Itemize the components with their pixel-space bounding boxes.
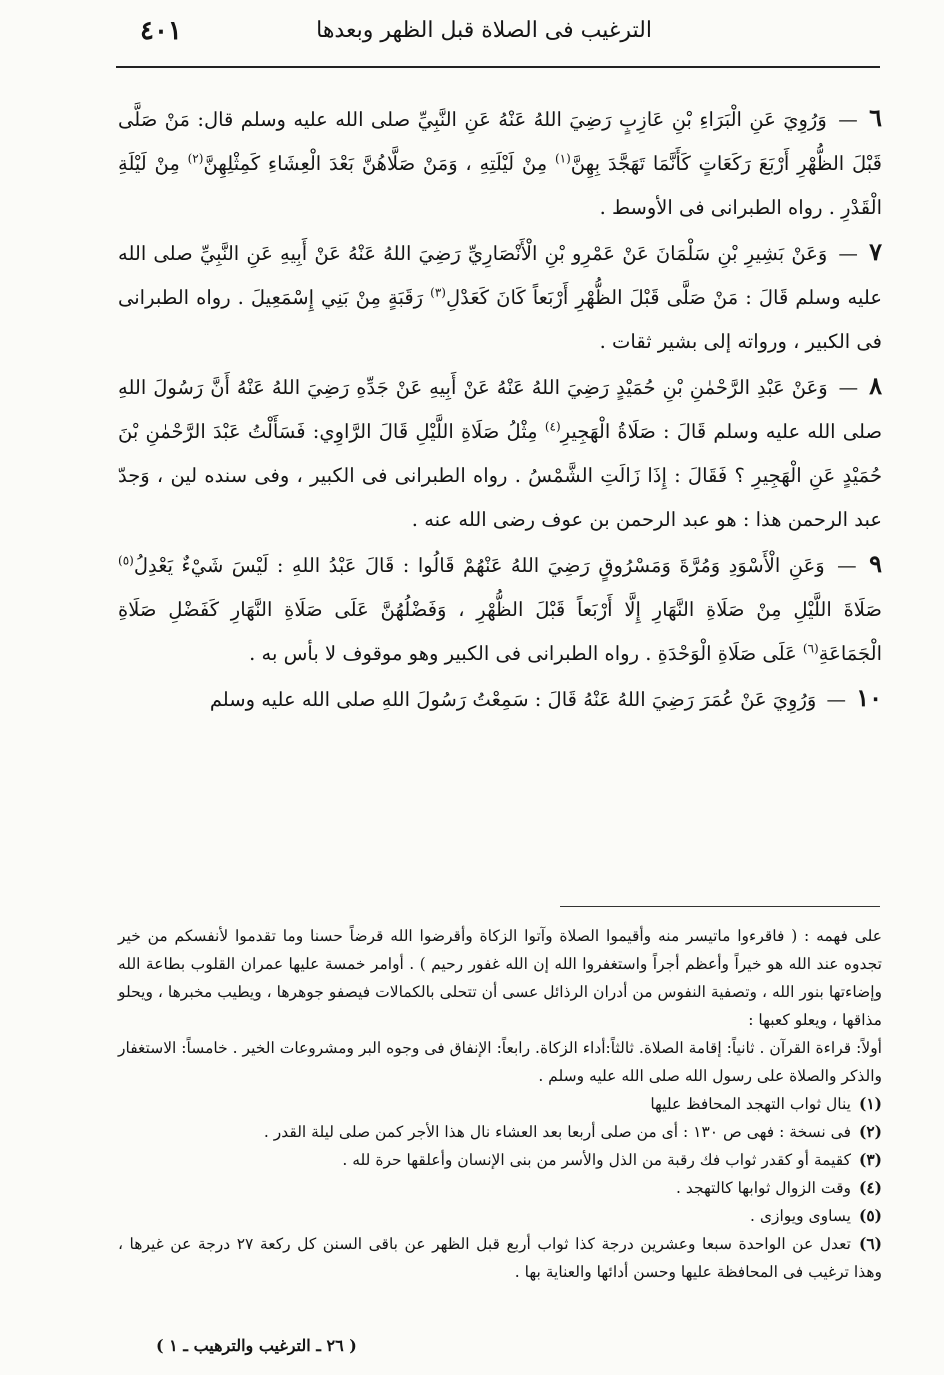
footnote-item — [118, 1230, 882, 1286]
hadith-text: وَعَنْ بَشِيرِ بْنِ سَلْمَانَ عَنْ عَمْرِو بْنِ الْأَنْصَارِيِّ رَضِيَ اللهُ عَنْهُ عَنْ أَبِيهِ عَنِ النَّبِيِّ صلى الله عليه وسلم قَالَ : مَنْ صَلَّى قَبْلَ الظُّهْرِ أَرْبَعاً كَانَ كَعَدْلِ — [118, 242, 882, 309]
footnote-marker: (١) — [554, 151, 571, 166]
footnote-marker: (٢) — [187, 151, 204, 166]
footnote-duties: أولاً: قراءة القرآن . ثانياً: إقامة الصلاة. ثالثاً:أداء الزكاة. رابعاً: الإنفاق فى وجوه البر ومشروعات الخير . خامساً: الاستغفار والذكر والصلاة على رسول الله صلى الله عليه وسلم . — [118, 1039, 882, 1085]
footnote-item — [118, 1174, 882, 1202]
footnote-marker: (٣) — [430, 285, 446, 300]
footnote-text: يساوى ويوازى . — [749, 1207, 851, 1225]
footnote-item — [118, 1118, 882, 1146]
hadith-text: مِنْ لَيْلَتِهِ ، وَمَنْ صَلَّاهُنَّ بَعْدَ الْعِشَاءِ كَمِثْلِهِنَّ — [203, 152, 548, 175]
main-text — [118, 96, 882, 722]
hadith-7: ٧ — وَعَنْ بَشِيرِ بْنِ سَلْمَانَ عَنْ عَمْرِو بْنِ الْأَنْصَارِيِّ رَضِيَ اللهُ عَنْهُ عَنْ أَبِيهِ عَنِ النَّبِيِّ صلى الله عليه وسلم قَالَ : مَنْ صَلَّى قَبْلَ الظُّهْرِ أَرْبَعاً كَانَ كَعَدْلِ$^{(٣)}$ رَقَبَةٍ مِنْ بَنِي إِسْمَعِيلَ . رواه الطبرانى فى الكبير ، ورواته إلى بشير ثقات . — [118, 237, 882, 353]
running-title: الترغيب فى الصلاة قبل الظهر وبعدها — [316, 18, 652, 43]
footnote-number: (١) — [858, 1094, 882, 1113]
footnote-text: تعدل عن الواحدة سبعا وعشرين درجة كذا ثواب أربع قبل الظهر عن باقى السنن كل ركعة ٢٧ درجة عن غيرها ، وهذا ترغيب فى المحافظة عليها وحسن أدائها والعناية بها . — [118, 1235, 882, 1281]
hadith-number: ٩ — [869, 549, 882, 578]
hadith-text: مِثْلُ صَلَاةِ اللَّيْلِ قَالَ الرَّاوِي: فَسَأَلْتُ عَبْدَ الرَّحْمٰنِ بْنَ حُمَيْدٍ عَنِ الْهَجِيرِ ؟ فَقَالَ : إِذَا زَالَتِ الشَّمْسُ . رواه الطبرانى فى الكبير ، وفى سنده لين ، وَجدّ عبد الرحمن هذا : هو عبد الرحمن بن عوف رضى الله عنه . — [118, 420, 882, 531]
hadith-text: رَقَبَةٍ مِنْ بَنِي إِسْمَعِيلَ . رواه الطبرانى فى الكبير ، ورواته إلى بشير ثقات . — [118, 286, 882, 353]
hadith-text: صَلَاةَ اللَّيْلِ مِنْ صَلَاةِ النَّهَارِ إِلَّا أَرْبَعاً قَبْلَ الظُّهْرِ ، وَفَضْلُهُنَّ عَلَى صَلَاةِ النَّهَارِ كَفَضْلِ صَلَاةِ الْجَمَاعَةِ — [118, 598, 882, 665]
hadith-text: مِنْ لَيْلَةِ الْقَدْرِ . رواه الطبرانى فى الأوسط . — [118, 152, 882, 219]
hadith-text: عَلَى صَلَاةِ الْوَحْدَةِ . رواه الطبرانى فى الكبير وهو موقوف لا بأس به . — [249, 642, 797, 665]
footnote-item — [118, 1146, 882, 1174]
footnote-number: (٣) — [858, 1150, 882, 1169]
hadith-10: ١٠ — وَرُوِيَ عَنْ عُمَرَ رَضِيَ اللهُ عَنْهُ قَالَ : سَمِعْتُ رَسُولَ اللهِ صلى الله عليه وسلم — [209, 683, 882, 712]
hadith-text: وَعَنِ الْأَسْوَدِ وَمُرَّةَ وَمَسْرُوقٍ رَضِيَ اللهُ عَنْهُمْ قَالُوا : قَالَ عَبْدُ اللهِ : لَيْسَ شَيْءٌ يَعْدِلُ — [133, 554, 825, 577]
signature-mark: ( ٢٦ ـ الترغيب والترهيب ـ ١ ) — [156, 1336, 357, 1355]
footnote-item — [118, 1090, 882, 1118]
footnotes — [118, 922, 882, 1286]
hadith-number: ٦ — [869, 103, 882, 132]
hadith-number: ٨ — [869, 371, 882, 400]
hadith-text: وَرُوِيَ عَنْ عُمَرَ رَضِيَ اللهُ عَنْهُ قَالَ : سَمِعْتُ رَسُولَ اللهِ صلى الله عليه وسلم — [209, 688, 817, 711]
hadith-text: وَعَنْ عَبْدِ الرَّحْمٰنِ بْنِ حُمَيْدٍ رَضِيَ اللهُ عَنْهُ عَنْ أَبِيهِ عَنْ جَدِّهِ رَضِيَ اللهُ عَنْهُ أَنَّ رَسُولَ اللهِ صلى الله عليه وسلم قَالَ : صَلَاةُ الْهَجِيرِ — [118, 376, 883, 443]
hadith-number: ٧ — [869, 237, 882, 266]
footnote-marker: (٥) — [118, 553, 134, 568]
hadith-text: وَرُوِيَ عَنِ الْبَرَاءِ بْنِ عَازِبٍ رَضِيَ اللهُ عَنْهُ عَنِ النَّبِيِّ صلى الله عليه وسلم قال: مَنْ صَلَّى قَبْلَ الظُّهْرِ أَرْبَعَ رَكَعَاتٍ كَأَنَّمَا تَهَجَّدَ بِهِنَّ — [118, 108, 882, 175]
footnote-number: (٥) — [858, 1206, 882, 1225]
footnote-text: فى نسخة : فهى ص ١٣٠ : أى من صلى أربعا بعد العشاء نال هذا الأجر كمن صلى ليلة القدر . — [263, 1123, 851, 1141]
footnote-rule — [560, 906, 880, 907]
page-number: ٤٠١ — [140, 16, 182, 46]
footnote-text: وقت الزوال ثوابها كالتهجد . — [676, 1179, 851, 1197]
hadith-8: ٨ — وَعَنْ عَبْدِ الرَّحْمٰنِ بْنِ حُمَيْدٍ رَضِيَ اللهُ عَنْهُ عَنْ أَبِيهِ عَنْ جَدِّهِ رَضِيَ اللهُ عَنْهُ أَنَّ رَسُولَ اللهِ صلى الله عليه وسلم قَالَ : صَلَاةُ الْهَجِيرِ$^{(٤)}$ مِثْلُ صَلَاةِ اللَّيْلِ قَالَ الرَّاوِي: فَسَأَلْتُ عَبْدَ الرَّحْمٰنِ بْنَ حُمَيْدٍ عَنِ الْهَجِيرِ ؟ فَقَالَ : إِذَا زَالَتِ الشَّمْسُ . رواه الطبرانى فى الكبير ، وفى سنده لين ، وَجدّ عبد الرحمن هذا : هو عبد الرحمن بن عوف رضى الله عنه . — [118, 371, 883, 531]
hadith-6: ٦ — وَرُوِيَ عَنِ الْبَرَاءِ بْنِ عَازِبٍ رَضِيَ اللهُ عَنْهُ عَنِ النَّبِيِّ صلى الله عليه وسلم قال: مَنْ صَلَّى قَبْلَ الظُّهْرِ أَرْبَعَ رَكَعَاتٍ كَأَنَّمَا تَهَجَّدَ بِهِنَّ$^{(١)}$ مِنْ لَيْلَتِهِ ، وَمَنْ صَلَّاهُنَّ بَعْدَ الْعِشَاءِ كَمِثْلِهِنَّ$^{(٢)}$ مِنْ لَيْلَةِ الْقَدْرِ . رواه الطبرانى فى الأوسط . — [118, 103, 882, 219]
footnote-number: (٢) — [858, 1122, 882, 1141]
footnote-marker: (٦) — [802, 641, 819, 656]
footnote-item — [118, 1202, 882, 1230]
hadith-number: ١٠ — [856, 683, 882, 712]
hadith-9: ٩ — وَعَنِ الْأَسْوَدِ وَمُرَّةَ وَمَسْرُوقٍ رَضِيَ اللهُ عَنْهُمْ قَالُوا : قَالَ عَبْدُ اللهِ : لَيْسَ شَيْءٌ يَعْدِلُ$^{(٥)}$ صَلَاةَ اللَّيْلِ مِنْ صَلَاةِ النَّهَارِ إِلَّا أَرْبَعاً قَبْلَ الظُّهْرِ ، وَفَضْلُهُنَّ عَلَى صَلَاةِ النَّهَارِ كَفَضْلِ صَلَاةِ الْجَمَاعَةِ$^{(٦)}$ عَلَى صَلَاةِ الْوَحْدَةِ . رواه الطبرانى فى الكبير وهو موقوف لا بأس به . — [118, 549, 882, 665]
footnote-text: كقيمة أو كقدر ثواب فك رقبة من الذل والأسر من بنى الإنسان وأعلقها حرة لله . — [342, 1151, 851, 1169]
footnote-text: ينال ثواب التهجد المحافظ عليها — [650, 1095, 851, 1113]
page-header — [118, 16, 878, 56]
footnote-number: (٤) — [858, 1178, 882, 1197]
footnote-marker: (٤) — [544, 419, 561, 434]
footnote-intro: على فهمه : ( فاقرءوا ماتيسر منه وأقيموا الصلاة وآتوا الزكاة وأقرضوا الله قرضاً حسنا وما تقدموا لأنفسكم من خير تجدوه عند الله هو خيراً وأعظم أجراً واستغفروا الله إن الله غفور رحيم ) . أوامر خمسة عليها عمران القلوب بطاعة الله وإضاءتها بنور الله ، وتصفية النفوس من أدران الرذائل عسى أن تتحلى بالكمالات فيصفو جوهرها ، ويطيب مخبرها ، ويحلو مذاقها ، ويعلو كعبها : — [118, 927, 882, 1029]
footnote-number: (٦) — [858, 1234, 882, 1253]
header-rule — [116, 66, 880, 68]
